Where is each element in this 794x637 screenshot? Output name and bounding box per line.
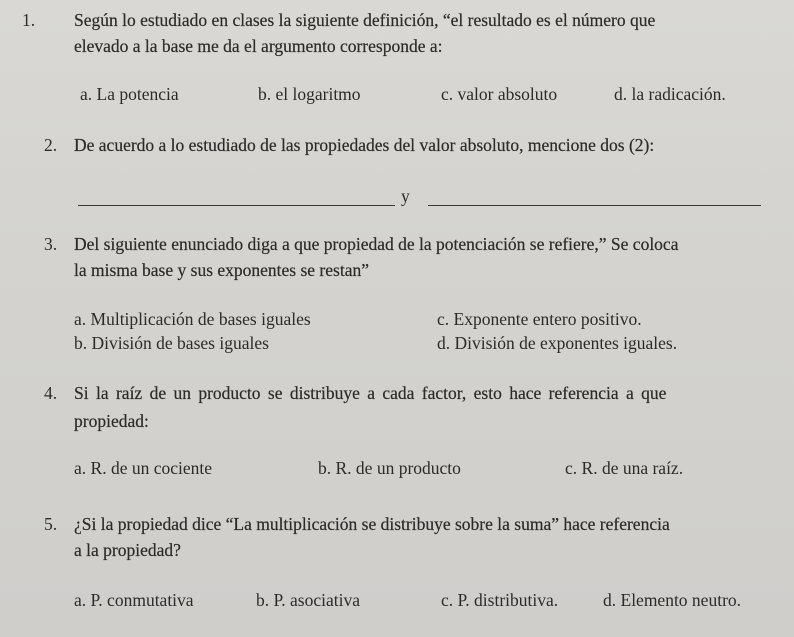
question-5-text-line-1: ¿Si la propiedad dice “La multiplicación se distribuye sobre la suma” hace referencia xyxy=(74,514,670,534)
question-1-text-line-2: elevado a la base me da el argumento corresponde a: xyxy=(74,36,443,56)
question-2-text-line-1: De acuerdo a lo estudiado de las propiedades del valor absoluto, mencione dos (2): xyxy=(74,135,655,155)
question-4-option-c[interactable]: c. R. de una raíz. xyxy=(565,458,684,478)
question-4-text-line-2: propiedad: xyxy=(74,411,149,431)
question-4-option-a[interactable]: a. R. de un cociente xyxy=(74,458,213,478)
question-1-number: 1. xyxy=(22,10,36,30)
question-3-option-b[interactable]: b. División de bases iguales xyxy=(74,333,269,353)
answer-blank-1[interactable] xyxy=(78,205,395,206)
answer-connector: y xyxy=(401,186,410,206)
question-1-option-b[interactable]: b. el logaritmo xyxy=(258,84,361,104)
question-5-option-d[interactable]: d. Elemento neutro. xyxy=(603,590,742,610)
question-3-option-a[interactable]: a. Multiplicación de bases iguales xyxy=(74,309,311,329)
question-4-number: 4. xyxy=(44,383,58,403)
question-1-option-d[interactable]: d. la radicación. xyxy=(614,84,726,104)
question-3-option-c[interactable]: c. Exponente entero positivo. xyxy=(437,309,642,329)
question-1-option-c[interactable]: c. valor absoluto xyxy=(441,84,558,104)
question-1-text-line-1: Según lo estudiado en clases la siguiente definición, “el resultado es el número que xyxy=(74,10,656,30)
question-1-option-a[interactable]: a. La potencia xyxy=(80,84,179,104)
question-5-option-c[interactable]: c. P. distributiva. xyxy=(441,590,559,610)
question-3-number: 3. xyxy=(44,234,58,254)
question-3-text-line-2: la misma base y sus exponentes se restan” xyxy=(74,260,369,280)
question-4-option-b[interactable]: b. R. de un producto xyxy=(318,458,461,478)
question-5-text-line-2: a la propiedad? xyxy=(74,540,181,560)
question-4-text-line-1: Si la raíz de un producto se distribuye a cada factor, esto hace referencia a que xyxy=(74,383,667,403)
question-3-option-d[interactable]: d. División de exponentes iguales. xyxy=(437,333,678,353)
answer-blank-2[interactable] xyxy=(428,205,761,206)
question-5-number: 5. xyxy=(44,514,58,534)
question-2-number: 2. xyxy=(44,135,58,155)
question-5-option-a[interactable]: a. P. conmutativa xyxy=(74,590,194,610)
question-5-option-b[interactable]: b. P. asociativa xyxy=(256,590,361,610)
question-3-text-line-1: Del siguiente enunciado diga a que propiedad de la potenciación se refiere,” Se coloca xyxy=(74,234,679,254)
